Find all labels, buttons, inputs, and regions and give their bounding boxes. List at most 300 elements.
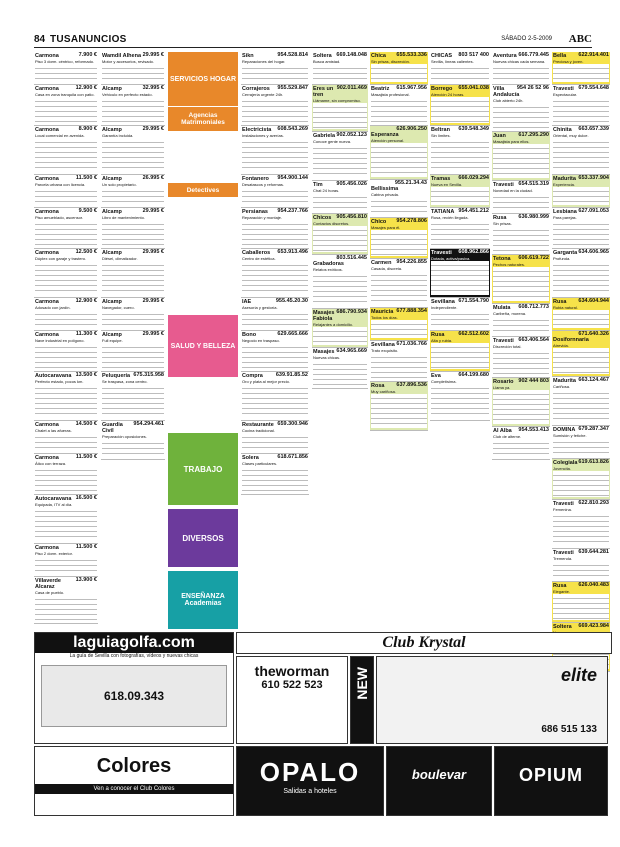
ad-boulevar[interactable] (386, 746, 492, 816)
ad-text: Garantía incluida. (102, 133, 134, 138)
ad-text: Cariñosa. (553, 384, 571, 389)
ad-price: 13.500 € (75, 372, 97, 378)
ad-price: 902.052.123 (336, 132, 367, 138)
ad-title: Compra (242, 373, 263, 379)
boulevar-logo: boulevar (411, 767, 467, 782)
category-diversos[interactable]: DIVERSOS (168, 509, 238, 567)
ad-price: 16.500 € (75, 495, 97, 501)
classified-column-5 (370, 52, 428, 627)
ad-title: Travesti (431, 250, 452, 256)
ad-body-lines (371, 320, 427, 338)
ad-price: 954.528.814 (277, 52, 308, 58)
ad-body-lines (35, 384, 97, 418)
ad-price: 29.995 € (142, 126, 164, 132)
ad-text: Centro de estética. (242, 256, 276, 261)
ad-title: Rosario (493, 379, 514, 385)
category-ensenanza[interactable]: ENSEÑANZA Academias (168, 571, 238, 629)
ad-title: Eres un tren (313, 86, 334, 98)
ad-title: Travesti (493, 182, 514, 188)
ad-title: Autocaravana (35, 496, 72, 502)
ad-title: Chico (371, 219, 387, 225)
classified-ad (241, 249, 309, 298)
classified-ad (312, 85, 368, 132)
classified-ad (370, 308, 428, 341)
ad-price: 615.967.956 (396, 85, 427, 91)
ad-price: 634.965.669 (336, 348, 367, 354)
ad-price: 686.790.934 (336, 309, 367, 315)
ad-price: 622.810.293 (578, 500, 609, 506)
ad-title: Beltran (431, 127, 450, 133)
ad-price: 639.91.85.52 (275, 372, 308, 378)
newspaper-logo: ABC (568, 33, 592, 45)
ad-text: Equipada, ITV al día. (35, 502, 73, 507)
ad-title: Carmona (35, 332, 59, 338)
ad-text: Local comercial en avenida. (35, 133, 85, 138)
ad-title: Chica (371, 53, 386, 59)
ad-opium[interactable] (494, 746, 608, 816)
ad-title: Carmona (35, 209, 59, 215)
ad-text: Oro y plata al mejor precio. (242, 379, 291, 384)
ad-text: Completísima. (431, 379, 457, 384)
ad-title: Electricista (242, 127, 272, 133)
ad-body-lines (35, 97, 97, 123)
ad-body-lines (313, 64, 367, 82)
page-header (34, 33, 592, 48)
ad-price: 29.995 € (142, 52, 164, 58)
ad-text: Reparación y montaje. (242, 215, 283, 220)
ad-title: Al Alba (493, 428, 512, 434)
classified-ad (370, 382, 428, 431)
ad-price: 803 517 400 (458, 52, 489, 58)
ad-price: 663.124.467 (578, 377, 609, 383)
ad-title: Wamdil Alhena (102, 53, 142, 59)
ad-price: 654.515.319 (518, 181, 549, 187)
ad-body-lines (553, 389, 609, 423)
classified-ad (430, 52, 490, 85)
ad-body-lines (242, 187, 308, 205)
category-servicios-hogar[interactable]: SERVICIOS HOGAR (168, 52, 238, 106)
category-agencias[interactable]: Agencias Matrimoniales (168, 107, 238, 131)
ad-new[interactable] (350, 656, 374, 744)
classified-ad (312, 348, 368, 389)
classified-ad (552, 175, 610, 208)
ad-elite[interactable] (376, 656, 608, 744)
ad-title: Madurita (553, 378, 576, 384)
classified-ad (430, 331, 490, 372)
ad-body-lines (35, 507, 97, 541)
ad-text: Masajes para él. (371, 225, 401, 230)
classified-column-3 (241, 52, 309, 627)
ad-price: 664.199.680 (458, 372, 489, 378)
ad-text: Llámame, sin compromiso. (313, 98, 361, 103)
classified-ad (241, 331, 309, 372)
ad-price: 634.606.965 (578, 249, 609, 255)
classified-ad (241, 175, 309, 208)
ad-text: Independiente. (431, 305, 458, 310)
classified-ad (34, 544, 98, 577)
classified-column-2 (101, 52, 165, 627)
classified-ad (552, 459, 610, 500)
ad-title: Rusa (553, 583, 567, 589)
ad-text: Club abierto 24h. (493, 98, 524, 103)
classified-ad (552, 298, 610, 331)
ad-body-lines (371, 353, 427, 379)
ad-price: 639.644.281 (578, 549, 609, 555)
ad-body-lines (553, 64, 609, 82)
classified-ad (552, 249, 610, 298)
ad-title: Alcamp (102, 86, 122, 92)
ad-price: 8.900 € (78, 126, 97, 132)
laguia-logo: laguiagolfa.com (35, 633, 233, 653)
ad-title: Carmona (35, 127, 59, 133)
ad-text: Relatos eróticos. (313, 267, 343, 272)
ad-body-lines (313, 193, 367, 211)
ad-body-lines (493, 390, 549, 424)
ad-text: Desatascos y reformas. (242, 182, 285, 187)
classified-ad (101, 298, 165, 331)
ad-title: DOMINA (553, 427, 576, 433)
ad-price: 639.548.349 (458, 126, 489, 132)
ad-body-lines (35, 595, 97, 621)
ad-price: 803.516.445 (336, 255, 367, 261)
ad-price: 671.640.326 (578, 331, 609, 337)
ad-title: Beatriz (371, 86, 390, 92)
classified-ad (552, 377, 610, 426)
ad-price: 606.619.722 (518, 255, 549, 261)
ad-price: 9.500 € (78, 208, 97, 214)
ad-title: IAE (242, 299, 252, 305)
classified-ad (34, 85, 98, 126)
ad-price: 11.500 € (75, 175, 97, 181)
ad-text: Preparación oposiciones. (102, 434, 147, 439)
ad-title: Solera (242, 455, 259, 461)
ad-title: Restaurante (242, 422, 274, 428)
classified-ad (34, 495, 98, 544)
ad-body-lines (493, 267, 549, 301)
ad-colores[interactable] (34, 746, 234, 816)
ad-title: Mulata (493, 305, 511, 311)
ad-price: 26.995 € (142, 175, 164, 181)
ad-title: Carmen (371, 260, 392, 266)
classified-ad (34, 126, 98, 175)
ad-opalo[interactable] (236, 746, 384, 816)
ad-text: Perfecto estado, pocos km. (35, 379, 84, 384)
ad-text: Relajantes a domicilio. (313, 322, 354, 327)
ad-body-lines (553, 187, 609, 205)
category-salud-belleza[interactable]: SALUD Y BELLEZA (168, 315, 238, 377)
ad-text: Dotada, activa/pasiva. (431, 256, 471, 261)
ad-text: Un solo propietario. (102, 182, 137, 187)
laguia-phone: 618.09.343 (41, 665, 227, 727)
ad-text: Adosado con jardín. (35, 305, 71, 310)
ad-body-lines (431, 64, 489, 82)
ad-title: Sevillana (371, 342, 395, 348)
ad-price: 905.456.026 (336, 181, 367, 187)
ad-price: 29.995 € (142, 249, 164, 255)
ad-club-krystal[interactable] (236, 632, 612, 654)
ad-body-lines (313, 360, 367, 386)
ad-title: Tim (313, 182, 323, 188)
ad-title: Persianas (242, 209, 268, 215)
ad-body-lines (242, 310, 308, 328)
ad-body-lines (553, 471, 609, 497)
ad-body-lines (102, 439, 164, 457)
ad-body-lines (553, 561, 609, 579)
ad-body-lines (371, 64, 427, 82)
ad-title: Lesbiana (553, 209, 577, 215)
category-detectives[interactable]: Detectives (168, 183, 238, 197)
classified-ad (370, 341, 428, 382)
ad-text: Chat 24 horas. (313, 188, 340, 193)
ad-title: Gabriela (313, 133, 336, 139)
classified-column-7 (492, 52, 550, 627)
ad-title: Borrego (431, 86, 453, 92)
ad-text: Oriental, muy dulce. (553, 133, 589, 138)
ad-title: Caballeros (242, 250, 271, 256)
category-trabajo[interactable]: TRABAJO (168, 433, 238, 505)
ad-title: Alcamp (102, 127, 122, 133)
ad-title: Alcamp (102, 332, 122, 338)
ad-title: Alcamp (102, 250, 122, 256)
colores-logo: Colores (96, 755, 172, 777)
ad-text: Club de alterne. (493, 434, 522, 439)
classified-ad (492, 52, 550, 85)
ad-text: Parcela urbana con licencia. (35, 182, 86, 187)
ad-price: 12.500 € (75, 249, 97, 255)
ad-title: Masajes (313, 349, 335, 355)
ad-body-lines (35, 466, 97, 492)
ad-text: Rusa, recién llegada. (431, 215, 469, 220)
classified-ad (492, 132, 550, 181)
ad-text: Para parejas. (553, 215, 577, 220)
ad-price: 13.900 € (75, 577, 97, 583)
ad-body-lines (35, 556, 97, 574)
ad-body-lines (431, 310, 489, 328)
ad-price: 659.300.946 (277, 421, 308, 427)
ad-body-lines (313, 272, 367, 306)
ad-body-lines (431, 220, 489, 246)
ad-price: 671.554.790 (458, 298, 489, 304)
ad-price: 29.995 € (142, 331, 164, 337)
ad-body-lines (371, 394, 427, 428)
ad-body-lines (242, 433, 308, 451)
ad-title: Tramas (431, 176, 451, 182)
ad-body-lines (35, 220, 97, 246)
ad-body-lines (431, 343, 489, 369)
ad-body-lines (553, 261, 609, 295)
ad-title: Alcamp (102, 209, 122, 215)
ad-text: Cerrajería urgente 24h. (242, 92, 284, 97)
issue-date: SÁBADO 2-5-2009 (501, 36, 552, 42)
classified-ad (492, 337, 550, 378)
ad-title: Travesti (553, 501, 574, 507)
ad-body-lines (242, 343, 308, 369)
classified-ad (241, 372, 309, 421)
ad-laguiagolfa[interactable] (34, 632, 234, 744)
ad-text: Nueva en Sevilla. (431, 182, 463, 187)
classified-ad (241, 298, 309, 331)
ad-price: 11.500 € (75, 454, 97, 460)
ad-body-lines (242, 261, 308, 295)
ad-body-lines (242, 138, 308, 172)
ad-body-lines (242, 220, 308, 246)
classified-ad (34, 454, 98, 495)
opium-logo: OPIUM (518, 765, 583, 785)
ad-text: Vehículo en perfecto estado. (102, 92, 153, 97)
ad-text: Casada, discreta. (371, 266, 403, 271)
ad-title: Rusa (431, 332, 445, 338)
ad-price: 11.500 € (75, 544, 97, 550)
classified-ad (312, 52, 368, 85)
ad-body-lines (493, 439, 549, 457)
classified-ad (101, 126, 165, 175)
page-number: 84 (34, 34, 46, 45)
classified-ad (430, 372, 490, 421)
ad-title: Autocaravana (35, 373, 72, 379)
ad-body-lines (371, 97, 427, 123)
ad-price: 636.980.999 (518, 214, 549, 220)
ad-title: Tetona (493, 256, 511, 262)
ad-price: 954.451.212 (458, 208, 489, 214)
classified-ad (492, 214, 550, 255)
ad-text: Busca amistad. (313, 59, 341, 64)
classified-ad (34, 298, 98, 331)
ad-title: Travesti (493, 338, 514, 344)
ad-title: Fontanero (242, 176, 269, 182)
ad-body-lines (431, 384, 489, 418)
classified-ad (241, 208, 309, 249)
ad-price: 954 26 52 96 (516, 85, 549, 91)
ad-text: Sumisión y fetiche. (553, 433, 587, 438)
ad-price: 653.337.904 (578, 175, 609, 181)
classified-ad (241, 454, 309, 495)
classified-column-4 (312, 52, 368, 627)
ad-title: Travesti (553, 86, 574, 92)
ad-price: 666.779.445 (518, 52, 549, 58)
ad-body-lines (553, 594, 609, 620)
ad-title: Rusa (553, 299, 567, 305)
ad-body-lines (35, 310, 97, 328)
elite-logo: elite (560, 665, 597, 685)
classified-ad (552, 331, 610, 377)
classified-ad (34, 372, 98, 421)
ad-body-lines (493, 144, 549, 178)
classified-ad (430, 298, 490, 331)
ad-title: Sevillana (431, 299, 455, 305)
ad-title: Alcamp (102, 176, 122, 182)
ad-price: 626.040.483 (578, 582, 609, 588)
classified-ad (430, 249, 490, 298)
ad-title: Esperanza (371, 132, 399, 138)
ad-price: 954.553.413 (518, 427, 549, 433)
ad-price: 29.995 € (142, 208, 164, 214)
opalo-logo: OPALO (259, 757, 361, 787)
ad-body-lines (553, 97, 609, 123)
ad-body-lines (493, 316, 549, 334)
classified-ad (552, 85, 610, 126)
ad-text: Jovencita. (553, 466, 572, 471)
classified-column-1 (34, 52, 98, 627)
ad-price: 634.604.944 (578, 298, 609, 304)
ad-body-lines (493, 193, 549, 211)
ad-text: Llama ya. (493, 385, 511, 390)
classified-ad (552, 549, 610, 582)
ad-price: 12.900 € (75, 85, 97, 91)
ad-text: Piso 2 dorm. exterior. (35, 551, 73, 556)
classified-ad (430, 208, 490, 249)
ad-text: Casa de pueblo. (35, 590, 65, 595)
classified-ad (552, 500, 610, 549)
classified-ad (241, 85, 309, 126)
ad-body-lines (102, 220, 164, 246)
elite-phone: 686 515 133 (541, 724, 597, 735)
ad-text: Se traspasa, zona centro. (102, 379, 148, 384)
ad-body-lines (102, 310, 164, 328)
classified-ad (34, 421, 98, 454)
classified-ad (492, 378, 550, 427)
ad-body-lines (553, 220, 609, 246)
ad-body-lines (313, 327, 367, 345)
ad-body-lines (371, 143, 427, 177)
ad-title: Carmona (35, 176, 59, 182)
ad-body-lines (553, 138, 609, 172)
ad-text: Atención personal. (371, 138, 405, 143)
ad-body-lines (313, 226, 367, 252)
ad-body-lines (102, 138, 164, 172)
club-krystal-logo: Club Krystal (382, 634, 466, 651)
ad-price: 617.295.290 (518, 132, 549, 138)
ad-price: 608.712.773 (518, 304, 549, 310)
ad-body-lines (102, 343, 164, 369)
ad-body-lines (493, 64, 549, 82)
ad-body-lines (102, 97, 164, 123)
ad-theworman[interactable] (236, 656, 348, 744)
classified-ad (430, 126, 490, 175)
ad-text: Casa en zona tranquila con patio. (35, 92, 95, 97)
ad-text: Asesoría y gestoría. (242, 305, 278, 310)
ad-title: Soltera (313, 53, 332, 59)
classified-ad (241, 126, 309, 175)
ad-price: 955.529.847 (277, 85, 308, 91)
ad-body-lines (553, 512, 609, 546)
ad-text: Muy cariñosa. (371, 389, 396, 394)
classified-column-6 (430, 52, 490, 627)
ad-body-lines (371, 230, 427, 256)
ad-text: Nave industrial en polígono. (35, 338, 85, 343)
ad-title: Juan (493, 133, 506, 139)
ad-text: Diésel, climatizador. (102, 256, 138, 261)
ad-text: Todos los días. (371, 315, 398, 320)
ad-price: 902.011.469 (336, 85, 367, 91)
ad-body-lines (35, 343, 97, 369)
ad-price: 679.287.347 (578, 426, 609, 432)
ad-title: Carmona (35, 299, 59, 305)
classified-ad (492, 304, 550, 337)
ad-body-lines (313, 103, 367, 129)
ad-price: 671.036.766 (396, 341, 427, 347)
ad-text: Novedad en la ciudad. (493, 188, 533, 193)
ad-text: Nuevas chicas cada semana. (493, 59, 546, 64)
ad-title: Colegiala (553, 460, 578, 466)
ad-body-lines (35, 64, 97, 82)
classified-ad (101, 208, 165, 249)
ad-price: 677.888.354 (396, 308, 427, 314)
ad-text: Atención 24 horas. (431, 92, 465, 97)
classified-ad (101, 85, 165, 126)
ad-body-lines (35, 187, 97, 205)
ad-title: Bono (242, 332, 257, 338)
ad-price: 669.148.048 (336, 52, 367, 58)
